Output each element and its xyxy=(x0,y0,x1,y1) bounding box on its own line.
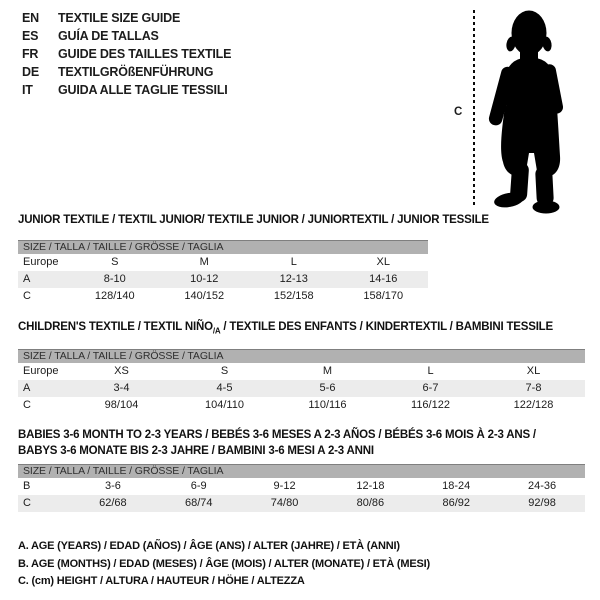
footnote-age-years: A. AGE (YEARS) / EDAD (AÑOS) / ÂGE (ANS) / ALTER (JAHRE) / ETÀ (ANNI) xyxy=(18,540,400,552)
height-cell: 62/68 xyxy=(99,497,127,509)
age-cell: 9-12 xyxy=(273,480,296,492)
height-cell: 110/116 xyxy=(308,399,347,412)
age-cell: 5-6 xyxy=(319,382,336,395)
age-cell: 12-13 xyxy=(279,273,308,285)
babies-size-table xyxy=(18,464,585,512)
title-part: / TEXTILE DES ENFANTS / KINDERTEXTIL / BAMBINI TESSILE xyxy=(220,321,553,333)
childrens-textile-section xyxy=(18,321,585,414)
row-label: C xyxy=(23,290,31,302)
size-cell: S xyxy=(220,365,229,378)
lang-code: DE xyxy=(22,65,39,79)
height-cell: 74/80 xyxy=(270,497,299,509)
age-cell: 24-36 xyxy=(527,480,557,492)
table-row xyxy=(18,288,428,305)
size-cell: S xyxy=(111,256,119,268)
height-cell: 116/122 xyxy=(411,399,450,412)
size-cell: XL xyxy=(526,365,541,378)
lang-code: IT xyxy=(22,83,33,97)
height-measure-label: C xyxy=(454,106,463,118)
childrens-table-title xyxy=(18,321,585,335)
childrens-size-table xyxy=(18,349,585,414)
age-cell: 8-10 xyxy=(103,273,126,285)
lang-code: EN xyxy=(22,11,39,25)
size-header-band: SIZE / TALLA / TAILLE / GRÖSSE / TAGLIA xyxy=(18,240,428,254)
size-cell: XS xyxy=(114,365,129,378)
height-cell: 140/152 xyxy=(184,290,225,302)
size-header-band: SIZE / TALLA / TAILLE / GRÖSSE / TAGLIA xyxy=(18,464,585,478)
language-header xyxy=(22,9,231,99)
title-subscript: /A xyxy=(212,326,221,336)
row-label: C xyxy=(23,497,31,509)
table-row xyxy=(18,254,428,271)
lang-row-es xyxy=(22,27,231,45)
height-dashed-line xyxy=(473,10,475,205)
footnote-height-cm: C. (cm) HEIGHT / ALTURA / HAUTEUR / HÖHE / ALTEZZA xyxy=(18,575,305,587)
table-row xyxy=(18,495,585,512)
junior-size-table xyxy=(18,240,428,305)
legend-footnotes xyxy=(18,538,430,591)
height-cell: 152/158 xyxy=(273,290,314,302)
junior-textile-section xyxy=(18,214,489,305)
babies-title-line1: BABIES 3-6 MONTH TO 2-3 YEARS / BEBÉS 3-6 MESES A 2-3 AÑOS / BÉBÉS 3-6 MOIS À 2-3 ANS / xyxy=(18,429,536,441)
height-cell: 92/98 xyxy=(528,497,556,509)
height-cell: 68/74 xyxy=(184,497,213,509)
footnote-age-months: B. AGE (MONTHS) / EDAD (MESES) / ÂGE (MOIS) / ALTER (MONATE) / ETÀ (MESI) xyxy=(18,557,430,570)
lang-row-de xyxy=(22,63,231,81)
size-cell: M xyxy=(199,256,209,268)
height-cell: 122/128 xyxy=(513,399,554,412)
title-part: CHILDREN'S TEXTILE / TEXTIL NIÑO xyxy=(18,321,213,333)
height-measure-figure xyxy=(440,0,600,215)
size-cell: L xyxy=(427,365,434,378)
row-label: A xyxy=(23,382,31,395)
lang-label: GUIDA ALLE TAGLIE TESSILI xyxy=(58,83,228,97)
table-row xyxy=(18,397,585,414)
junior-table-title: JUNIOR TEXTILE / TEXTIL JUNIOR/ TEXTILE JUNIOR / JUNIORTEXTIL / JUNIOR TESSILE xyxy=(18,214,489,226)
row-label: B xyxy=(23,480,31,492)
age-cell: 10-12 xyxy=(190,273,219,285)
lang-code: ES xyxy=(22,29,39,43)
height-cell: 104/110 xyxy=(205,399,244,412)
lang-label: TEXTILE SIZE GUIDE xyxy=(58,11,181,25)
height-cell: 86/92 xyxy=(442,497,470,509)
lang-row-fr xyxy=(22,45,231,63)
size-cell: M xyxy=(322,365,333,378)
lang-label: GUÍA DE TALLAS xyxy=(58,29,159,43)
size-header-band: SIZE / TALLA / TAILLE / GRÖSSE / TAGLIA xyxy=(18,349,585,363)
row-label: C xyxy=(23,399,31,412)
height-cell: 98/104 xyxy=(104,399,139,412)
table-row xyxy=(18,478,585,495)
height-cell: 80/86 xyxy=(356,497,385,509)
table-row xyxy=(18,363,585,380)
size-cell: L xyxy=(290,256,297,268)
table-row xyxy=(18,271,428,288)
age-cell: 12-18 xyxy=(356,480,385,492)
age-cell: 6-9 xyxy=(190,480,207,492)
age-cell: 4-5 xyxy=(216,382,233,395)
row-label: Europe xyxy=(23,256,59,268)
lang-row-en xyxy=(22,9,231,27)
babies-table-title xyxy=(18,427,585,459)
age-cell: 7-8 xyxy=(525,382,542,395)
height-cell: 128/140 xyxy=(94,290,135,302)
lang-row-it xyxy=(22,81,231,99)
age-cell: 18-24 xyxy=(442,480,471,492)
table-row xyxy=(18,380,585,397)
age-cell: 3-6 xyxy=(104,480,121,492)
age-cell: 6-7 xyxy=(422,382,439,395)
row-label: A xyxy=(23,273,31,285)
size-cell: XL xyxy=(376,256,390,268)
lang-label: GUIDE DES TAILLES TEXTILE xyxy=(58,47,232,61)
lang-label: TEXTILGRÖßENFÜHRUNG xyxy=(58,65,214,79)
age-cell: 3-4 xyxy=(113,382,130,395)
babies-title-line2: BABYS 3-6 MONATE BIS 2-3 JAHRE / BAMBINI 3-6 MESI A 2-3 ANNI xyxy=(18,445,374,457)
height-cell: 158/170 xyxy=(363,290,404,302)
baby-silhouette-icon xyxy=(482,2,586,214)
age-cell: 14-16 xyxy=(369,273,398,285)
babies-textile-section xyxy=(18,427,585,512)
lang-code: FR xyxy=(22,47,39,61)
row-label: Europe xyxy=(23,365,59,378)
